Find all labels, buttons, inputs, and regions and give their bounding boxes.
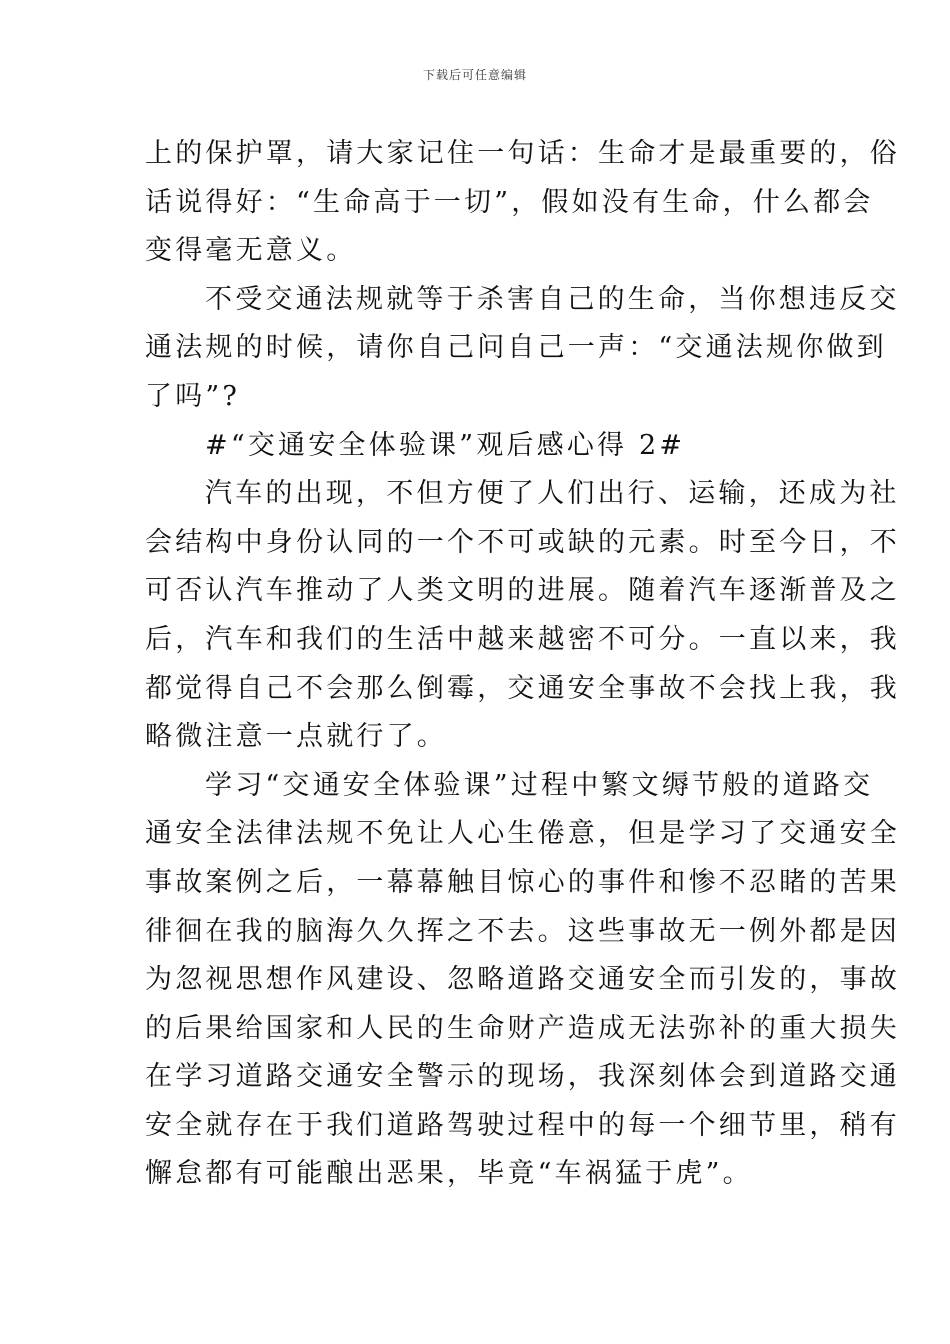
text-line: 了吗”?	[145, 380, 241, 412]
text-line: 事故案例之后，一幕幕触目惊心的事件和惨不忍睹的苦果	[145, 866, 900, 898]
text-line: 学习“交通安全体验课”过程中繁文缛节般的道路交	[205, 769, 874, 801]
text-line: 话说得好：“生命高于一切”，假如没有生命，什么都会	[145, 186, 874, 218]
text-line: 通法规的时候，请你自己问自己一声：“交通法规你做到	[145, 332, 887, 364]
paragraph	[145, 276, 900, 422]
text-line: 徘徊在我的脑海久久挥之不去。这些事故无一例外都是因	[145, 915, 900, 947]
header-note: 下载后可任意编辑	[422, 68, 527, 82]
text-line: 都觉得自己不会那么倒霉，交通安全事故不会找上我，我	[145, 672, 900, 704]
text-line: 懈怠都有可能酿出恶果，毕竟“车祸猛于虎”。	[145, 1158, 753, 1190]
text-line: 的后果给国家和人民的生命财产造成无法弥补的重大损失	[145, 1012, 900, 1044]
text-line: 安全就存在于我们道路驾驶过程中的每一个细节里，稍有	[145, 1109, 900, 1141]
text-line: 可否认汽车推动了人类文明的进展。随着汽车逐渐普及之	[145, 575, 900, 607]
section-heading	[145, 422, 807, 471]
text-line: 为忽视思想作风建设、忽略道路交通安全而引发的，事故	[145, 964, 900, 996]
document-body	[145, 130, 900, 1199]
text-line: 汽车的出现，不但方便了人们出行、运输，还成为社	[205, 478, 900, 510]
text-line: 上的保护罩，请大家记住一句话：生命才是最重要的，俗	[145, 138, 900, 169]
text-line: 通安全法律法规不免让人心生倦意，但是学习了交通安全	[145, 818, 900, 850]
paragraph	[145, 762, 900, 1199]
text-line: 变得毫无意义。	[145, 235, 357, 267]
text-line: 会结构中身份认同的一个不可或缺的元素。时至今日，不	[145, 526, 900, 558]
text-line: 后，汽车和我们的生活中越来越密不可分。一直以来，我	[145, 623, 900, 655]
text-line: 略微注意一点就行了。	[145, 721, 447, 753]
paragraph	[145, 470, 900, 762]
text-line: 在学习道路交通安全警示的现场，我深刻体会到道路交通	[145, 1061, 900, 1093]
heading-line: #“交通安全体验课”观后感心得 2#	[205, 429, 686, 461]
paragraph	[145, 130, 900, 276]
text-line: 不受交通法规就等于杀害自己的生命，当你想违反交	[205, 283, 900, 315]
